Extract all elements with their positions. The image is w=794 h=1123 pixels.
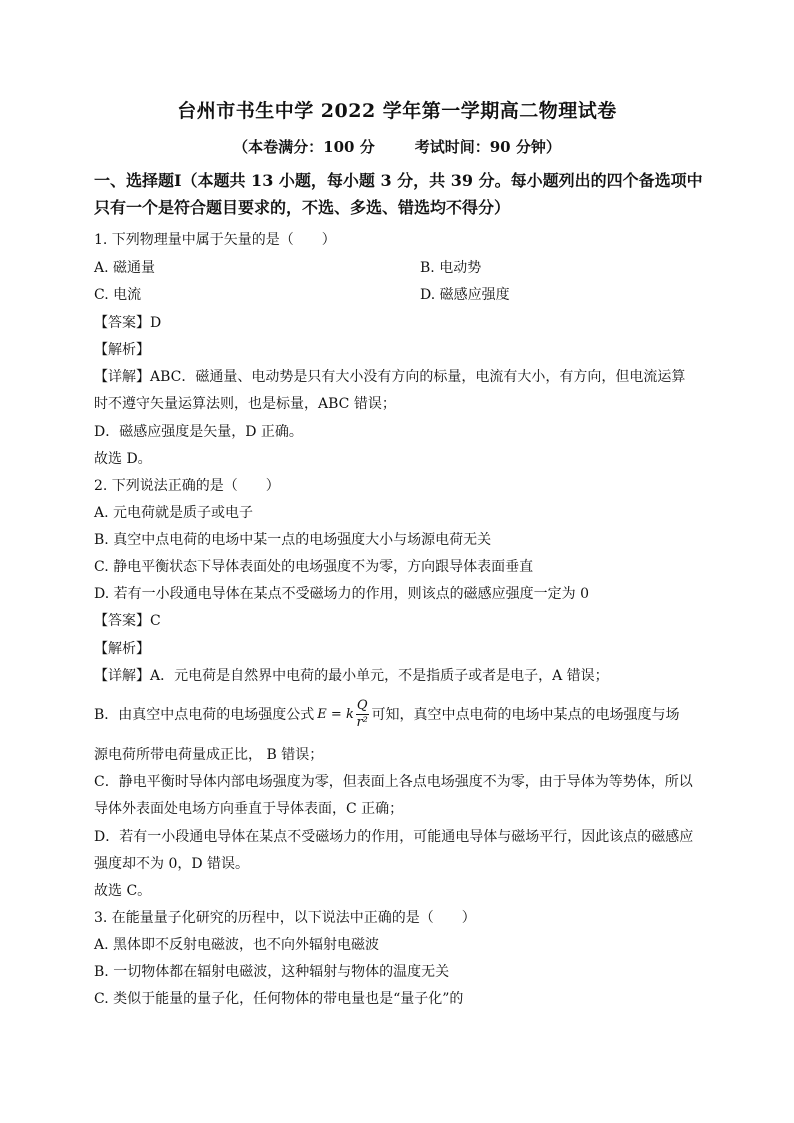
formula-denominator: r² bbox=[356, 715, 368, 730]
formula-fraction bbox=[356, 698, 369, 731]
q2-detail-6: D．若有一小段通电导体在某点不受磁场力的作用，可能通电导体与磁场平行，因此该点的磁感应 bbox=[94, 829, 694, 845]
q1-detail-1: 【详解】ABC．磁通量、电动势是只有大小没有方向的标量，电流有大小，有方向，但电流运算 bbox=[94, 369, 686, 385]
q3-stem: 3. 在能量量子化研究的历程中，以下说法中正确的是（ ） bbox=[94, 910, 476, 926]
q2-detail-2-post: 可知，真空中点电荷的电场中某点的电场强度与场 bbox=[371, 707, 680, 723]
q3-option-b: B. 一切物体都在辐射电磁波，这种辐射与物体的温度无关 bbox=[94, 964, 450, 980]
field-strength-formula bbox=[317, 697, 368, 733]
q1-conclusion: 故选 D。 bbox=[94, 451, 152, 467]
formula-lhs: E = k bbox=[317, 707, 354, 722]
q2-option-a: A. 元电荷就是质子或电子 bbox=[94, 505, 254, 521]
q1-stem: 1. 下列物理量中属于矢量的是（ ） bbox=[94, 232, 336, 248]
q1-analysis-label: 【解析】 bbox=[94, 342, 150, 358]
q1-option-d: D. 磁感应强度 bbox=[420, 287, 510, 303]
q2-stem: 2. 下列说法正确的是（ ） bbox=[94, 478, 280, 494]
q2-option-b: B. 真空中点电荷的电场中某一点的电场强度大小与场源电荷无关 bbox=[94, 532, 492, 548]
q1-option-b: B. 电动势 bbox=[420, 260, 482, 276]
q2-detail-2 bbox=[94, 697, 680, 733]
q1-answer: 【答案】D bbox=[94, 315, 162, 331]
q3-option-a: A. 黑体即不反射电磁波，也不向外辐射电磁波 bbox=[94, 937, 380, 953]
q2-detail-1: 【详解】A．元电荷是自然界中电荷的最小单元，不是指质子或者是电子，A 错误； bbox=[94, 668, 609, 684]
q2-detail-3: 源电荷所带电荷量成正比， B 错误； bbox=[94, 747, 324, 763]
q3-option-c: C. 类似于能量的量子化，任何物体的带电量也是“量子化”的 bbox=[94, 991, 464, 1007]
q2-analysis-label: 【解析】 bbox=[94, 641, 150, 657]
formula-numerator: Q bbox=[356, 698, 368, 713]
full-score: （本卷满分：100 分 bbox=[233, 138, 375, 156]
q1-option-c: C. 电流 bbox=[94, 287, 142, 303]
q2-detail-5: 导体外表面处电场方向垂直于导体表面，C 正确； bbox=[94, 801, 404, 817]
q1-option-a: A. 磁通量 bbox=[94, 260, 156, 276]
exam-time: 考试时间：90 分钟） bbox=[414, 138, 561, 156]
q1-detail-2: 时不遵守矢量运算法则，也是标量，ABC 错误； bbox=[94, 396, 396, 412]
q1-detail-3: D．磁感应强度是矢量，D 正确。 bbox=[94, 424, 303, 440]
q2-detail-4: C．静电平衡时导体内部电场强度为零，但表面上各点电场强度不为零，由于导体为等势体，所以 bbox=[94, 774, 693, 790]
exam-subtitle bbox=[0, 136, 794, 157]
q2-detail-2-pre: B．由真空中点电荷的电场强度公式 bbox=[94, 707, 315, 723]
q2-detail-7: 强度却不为 0，D 错误。 bbox=[94, 856, 250, 872]
section-heading bbox=[94, 167, 714, 221]
q2-option-d: D. 若有一小段通电导体在某点不受磁场力的作用，则该点的磁感应强度一定为 0 bbox=[94, 586, 589, 602]
q2-answer: 【答案】C bbox=[94, 613, 161, 629]
section-heading-line-2: 只有一个是符合题目要求的，不选、多选、错选均不得分） bbox=[94, 198, 511, 217]
q2-option-c: C. 静电平衡状态下导体表面处的电场强度不为零，方向跟导体表面垂直 bbox=[94, 559, 534, 575]
section-heading-line-1: 一、选择题Ⅰ（本题共 13 小题，每小题 3 分，共 39 分。每小题列出的四个备选项中 bbox=[94, 171, 703, 190]
exam-title: 台州市书生中学 2022 学年第一学期高二物理试卷 bbox=[177, 100, 617, 122]
q2-conclusion: 故选 C。 bbox=[94, 883, 152, 899]
